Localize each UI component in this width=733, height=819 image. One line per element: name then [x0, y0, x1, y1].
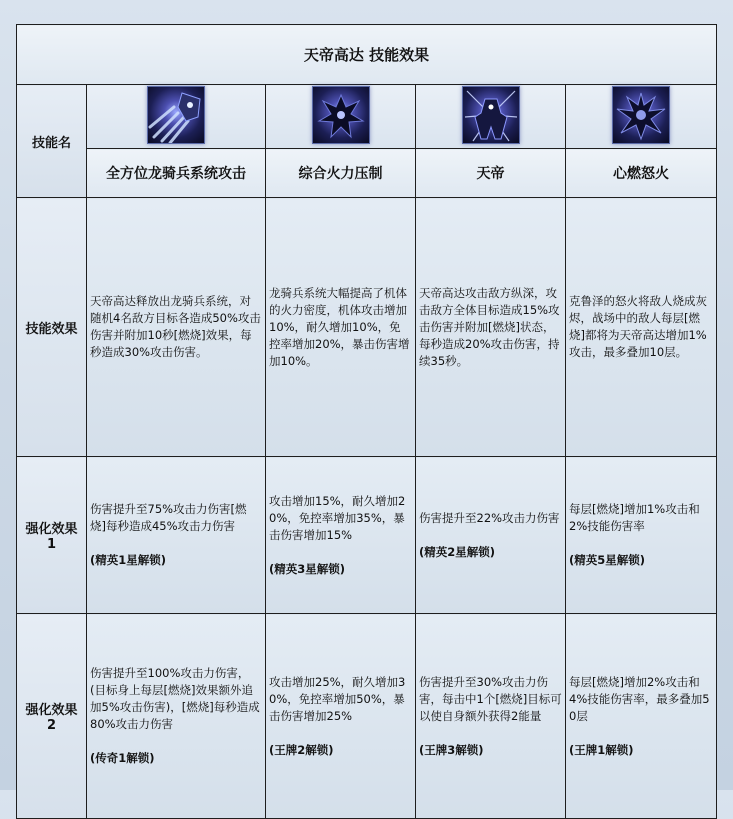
enhance-1-cell: [566, 457, 717, 614]
row-label-effect: 技能效果: [17, 198, 87, 457]
dragoon-barrage-icon: [147, 86, 205, 144]
enhance-1-cell: [87, 457, 266, 614]
unlock-condition: (精英1星解锁): [90, 553, 167, 567]
enhance-text: 伤害提升至75%攻击力伤害[燃烧]每秒造成45%攻击力伤害: [90, 502, 247, 533]
enhance-text: 伤害提升至30%攻击力伤害，每击中1个[燃烧]目标可以使自身额外获得2能量: [419, 674, 562, 723]
row-label-text: 强化效果: [25, 522, 78, 537]
enhance-text: 攻击增加15%，耐久增加20%，免控率增加35%，暴击伤害增加15%: [269, 493, 406, 542]
row-label-enhance-2: [17, 614, 87, 819]
burning-rage-icon: [612, 86, 670, 144]
enhance-2-cell: [566, 614, 717, 819]
row-label-text: 强化效果: [25, 703, 78, 718]
row-label-skill-name: 技能名: [17, 85, 87, 198]
skill-effect: 天帝高达攻击敌方纵深，攻击敌方全体目标造成15%攻击伤害并附加[燃烧]状态，每秒造成20%攻击伤害，持续35秒。: [416, 198, 566, 457]
unlock-condition: (王牌3解锁): [419, 742, 484, 757]
skill-name: 全方位龙骑兵系统攻击: [87, 149, 266, 198]
skill-name: 天帝: [416, 149, 566, 198]
skill-icon-cell: [266, 85, 416, 149]
skill-name: 心燃怒火: [566, 149, 717, 198]
skill-icon-cell: [87, 85, 266, 149]
enhance-1-cell: [266, 457, 416, 614]
skill-effect: 克鲁泽的怒火将敌人烧成灰烬，战场中的敌人每层[燃烧]都将为天帝高达增加1%攻击，最多叠加10层。: [566, 198, 717, 457]
unlock-condition: (王牌2解锁): [269, 742, 334, 757]
enhance-text: 每层[燃烧]增加1%攻击和2%技能伤害率: [569, 502, 700, 533]
enhance-2-cell: [416, 614, 566, 819]
unlock-condition: (精英3星解锁): [269, 561, 346, 576]
enhance-text: 每层[燃烧]增加2%攻击和4%技能伤害率，最多叠加50层: [569, 674, 710, 723]
row-label-number: 2: [46, 718, 57, 733]
skill-name: 综合火力压制: [266, 149, 416, 198]
unlock-condition: (精英2星解锁): [419, 544, 496, 559]
unlock-condition: (王牌1解锁): [569, 742, 634, 757]
skill-icon-cell: [566, 85, 717, 149]
unlock-condition: (精英5星解锁): [569, 553, 646, 567]
firepower-suppression-icon: [312, 86, 370, 144]
enhance-text: 伤害提升至22%攻击力伤害: [419, 510, 560, 525]
skill-effect: 天帝高达释放出龙骑兵系统，对随机4名敌方目标各造成50%攻击伤害并附加10秒[燃烧]效果，每秒造成30%攻击伤害。: [87, 198, 266, 457]
enhance-text: 伤害提升至100%攻击力伤害，(目标身上每层[燃烧]效果额外追加5%攻击伤害)，[燃烧]每秒造成80%攻击力伤害: [90, 666, 260, 731]
enhance-1-cell: [416, 457, 566, 614]
skill-table: [16, 24, 717, 819]
enhance-text: 攻击增加25%，耐久增加30%，免控率增加50%，暴击伤害增加25%: [269, 674, 406, 723]
row-label-number: 1: [46, 537, 57, 552]
table-title: 天帝高达 技能效果: [17, 25, 717, 85]
skill-icon-cell: [416, 85, 566, 149]
row-label-enhance-1: [17, 457, 87, 614]
enhance-2-cell: [87, 614, 266, 819]
unlock-condition: (传奇1解锁): [90, 751, 155, 765]
skill-effect: 龙骑兵系统大幅提高了机体的火力密度，机体攻击增加10%，耐久增加10%，免控率增加20%，暴击伤害增加10%。: [266, 198, 416, 457]
enhance-2-cell: [266, 614, 416, 819]
heavenly-emperor-icon: [462, 86, 520, 144]
